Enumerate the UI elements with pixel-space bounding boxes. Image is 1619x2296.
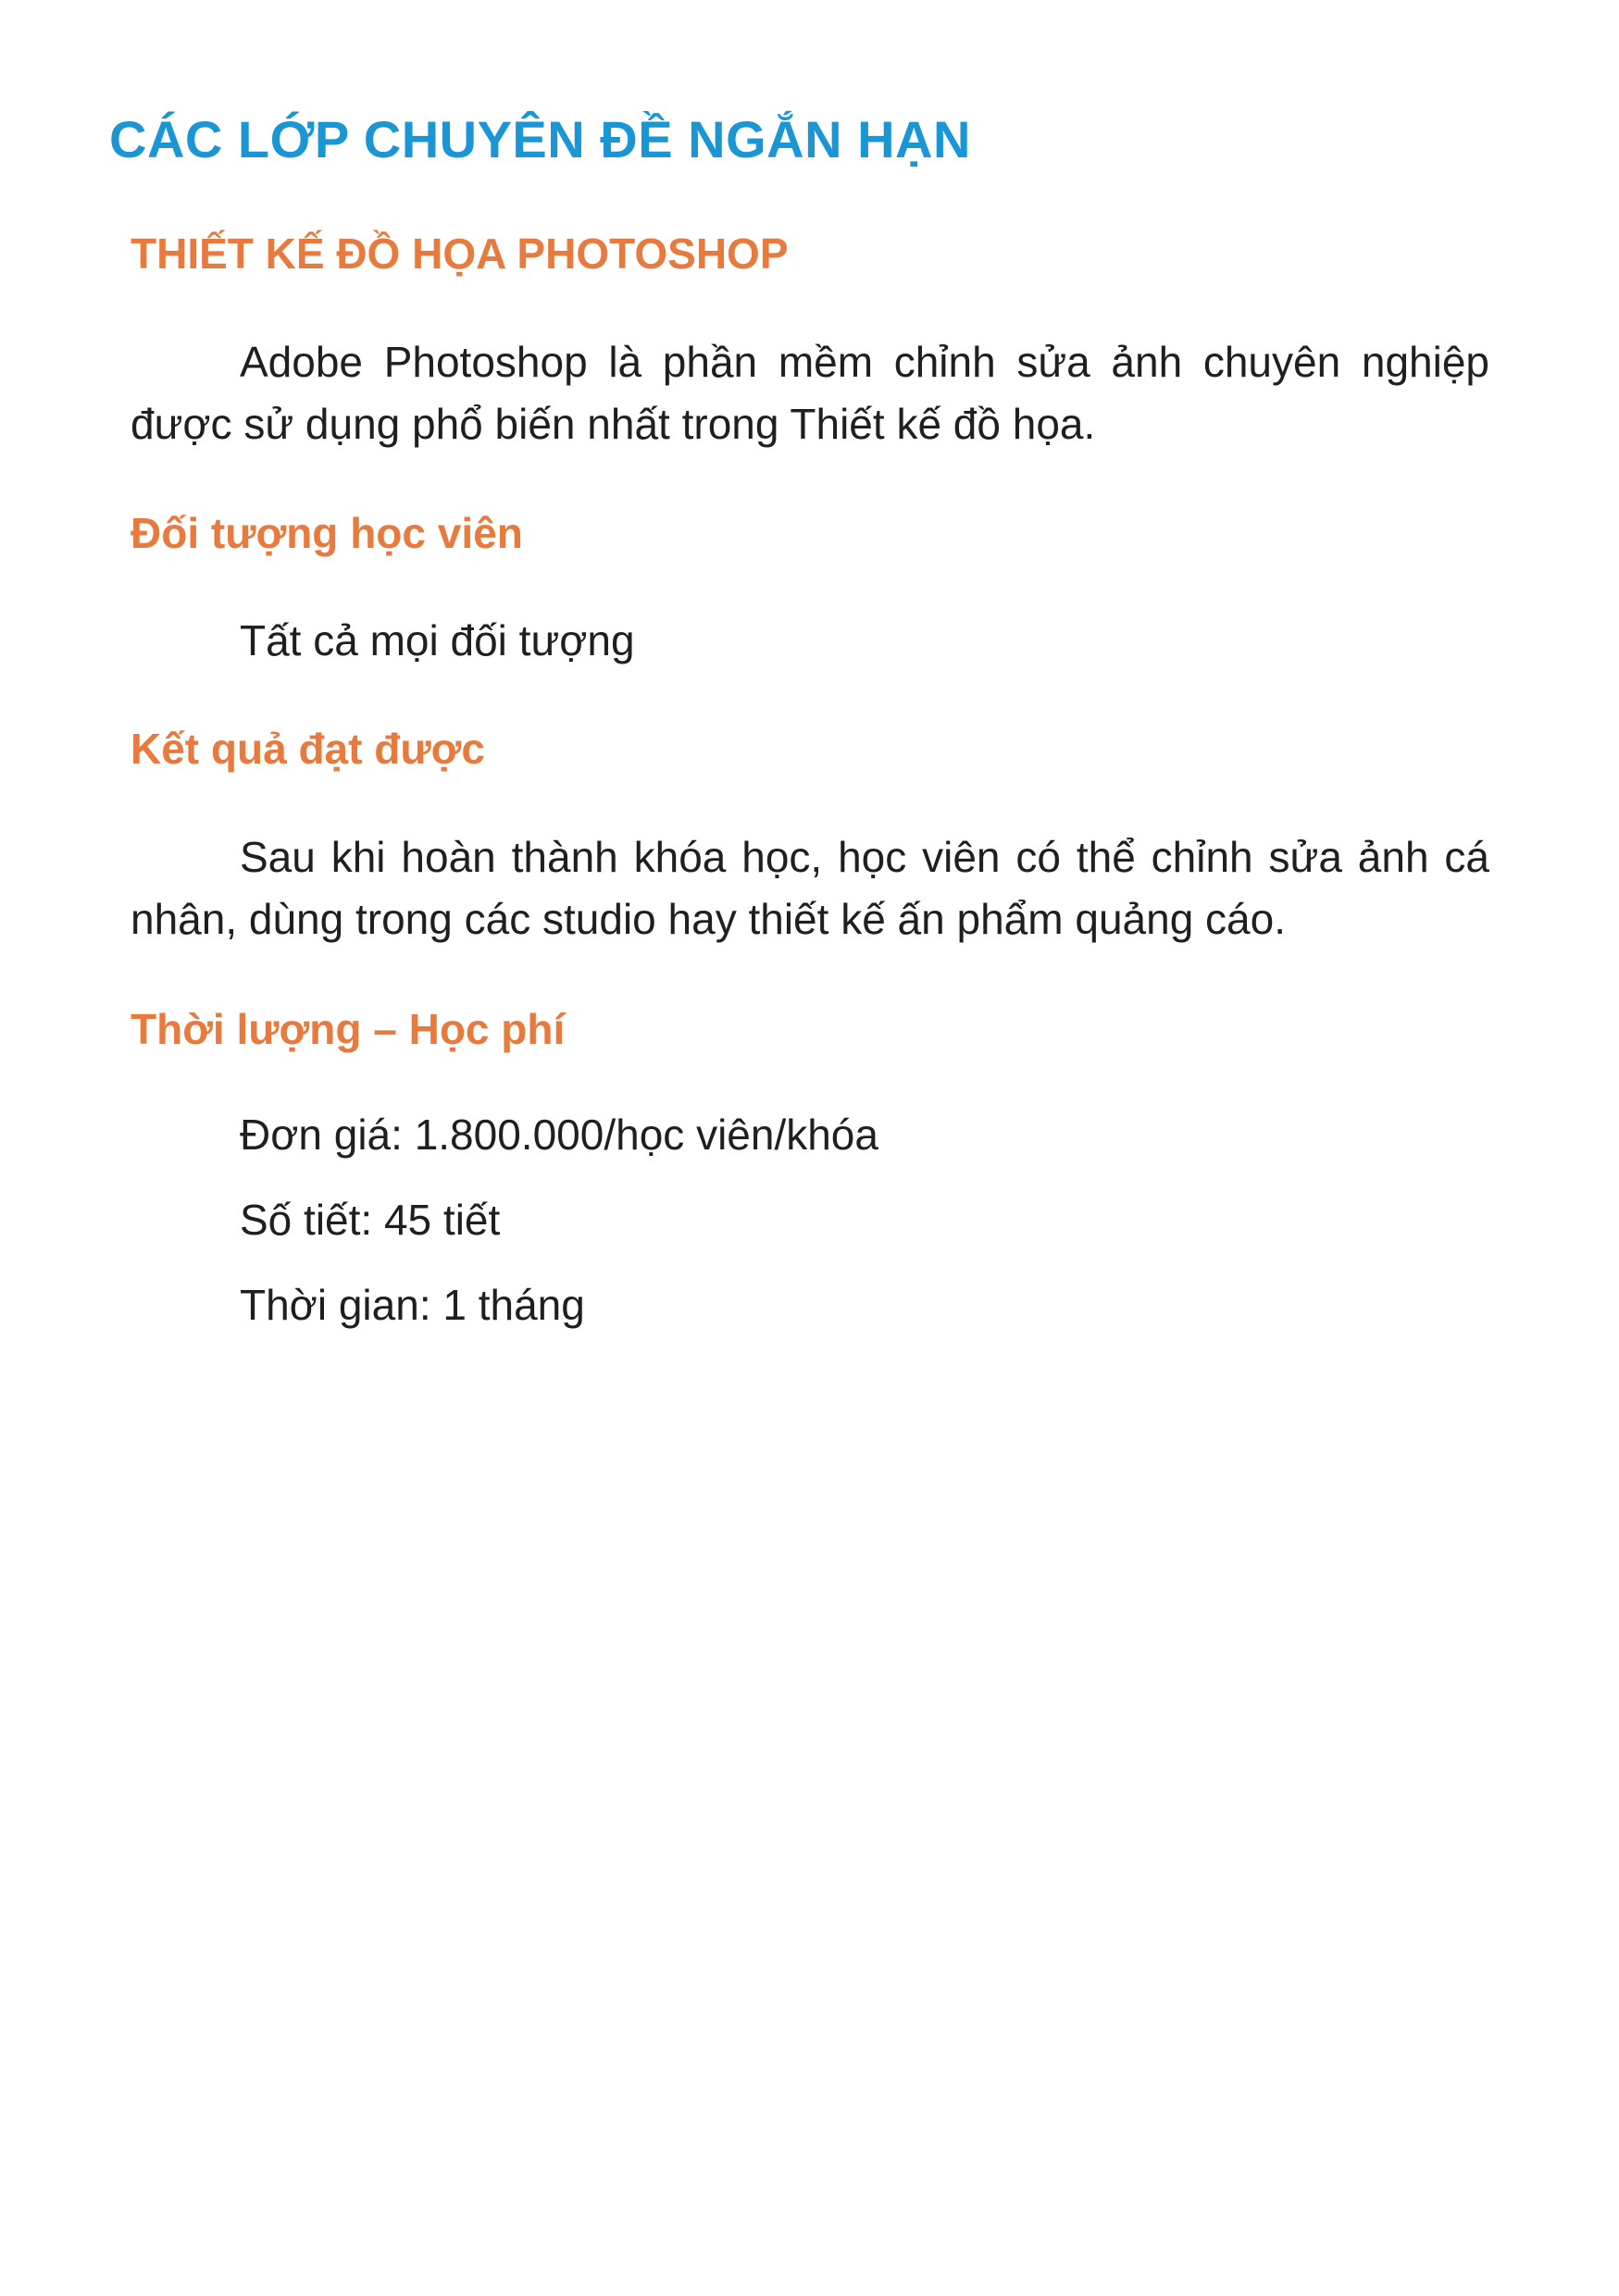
course-description: Adobe Photoshop là phần mềm chỉnh sửa ảnh chuyên nghiệp được sử dụng phổ biến nhất trong Thiết kế đồ họa. xyxy=(131,338,1489,448)
audience-heading: Đối tượng học viên xyxy=(131,509,523,557)
outcome-heading: Kết quả đạt được xyxy=(131,725,485,773)
course-title: THIẾT KẾ ĐỒ HỌA PHOTOSHOP xyxy=(131,230,789,278)
price-line: Đơn giá: 1.800.000/học viên/khóa xyxy=(240,1111,878,1159)
page-title: CÁC LỚP CHUYÊN ĐỀ NGẮN HẠN xyxy=(109,110,971,168)
duration-fee-heading: Thời lượng – Học phí xyxy=(131,1005,566,1053)
periods-line: Số tiết: 45 tiết xyxy=(240,1196,501,1244)
outcome-text: Sau khi hoàn thành khóa học, học viên có thể chỉnh sửa ảnh cá nhân, dùng trong các studio hay thiết kế ấn phẩm quảng cáo. xyxy=(131,833,1489,943)
time-line: Thời gian: 1 tháng xyxy=(240,1281,585,1329)
audience-text: Tất cả mọi đối tượng xyxy=(240,616,635,664)
